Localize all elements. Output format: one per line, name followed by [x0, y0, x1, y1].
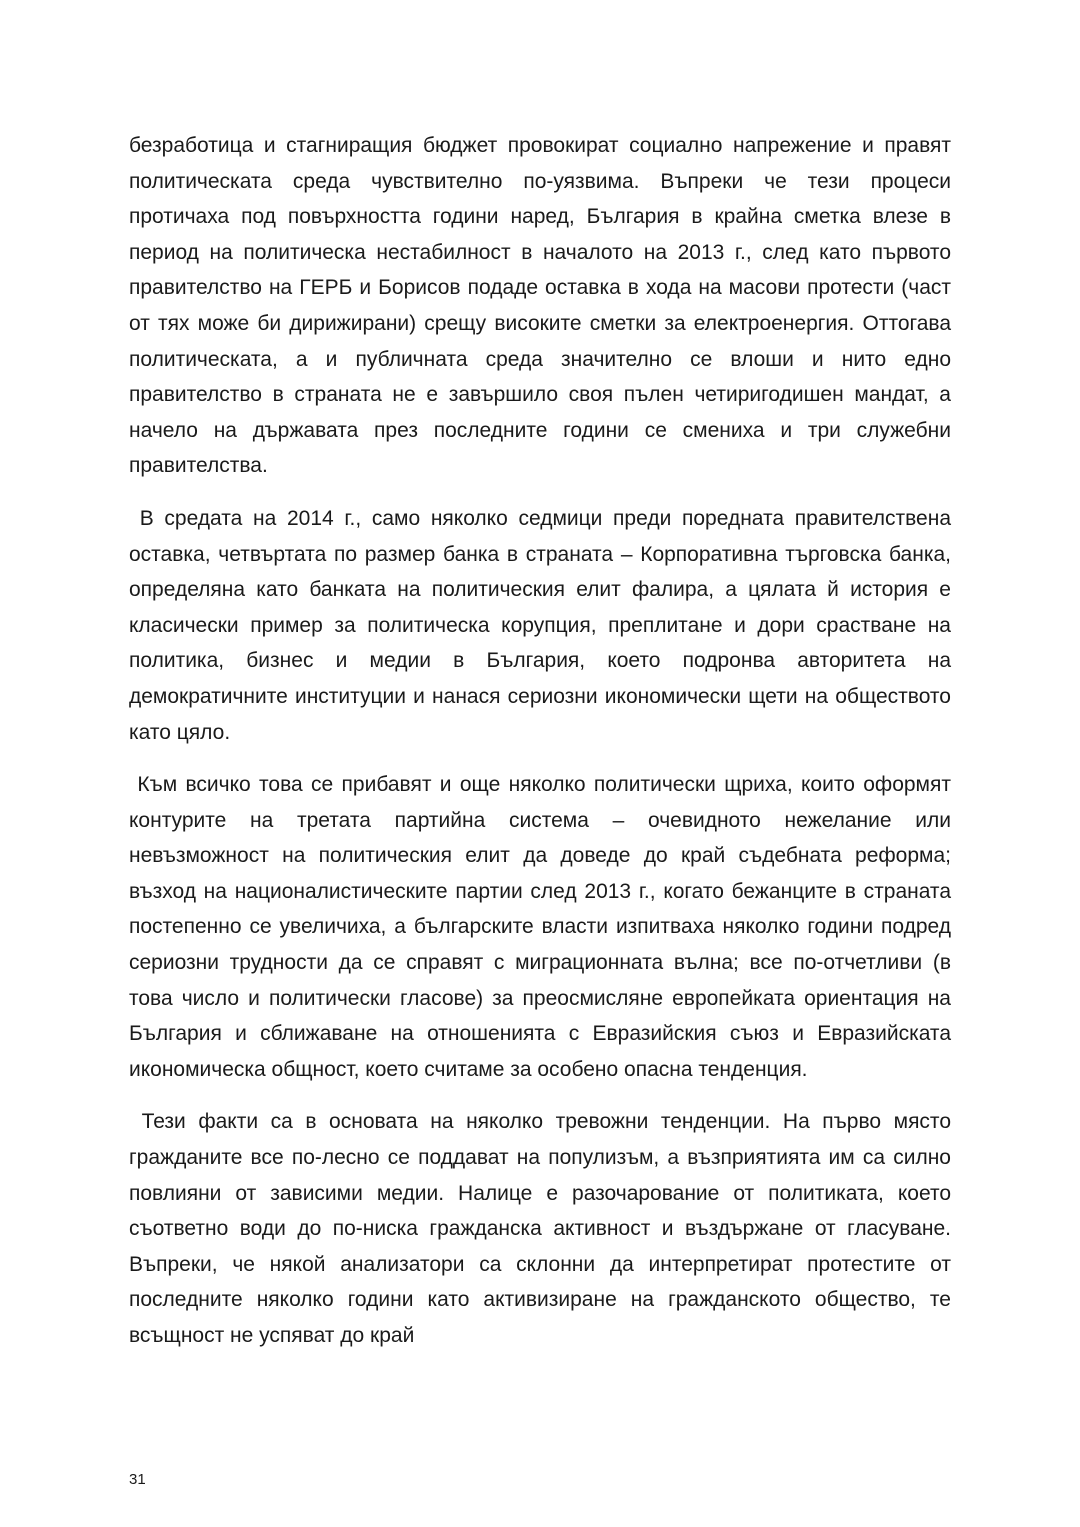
paragraph-4: Тези факти са в основата на няколко тревожни тенденции. На първо място гражданите все по-лесно се поддават на популизъм, а възприятията им са силно повлияни от зависими медии. Налице е разочарование от политиката, което съответно води до по-ниска гражданска активност и въздържане от гласуване. Въпреки, че някой анализатори са склонни да интерпретират протестите от последните няколко години като активизиране на гражданското общество, те всъщност не успяват до край: [129, 1110, 957, 1347]
paragraph-2: В средата на 2014 г., само няколко седмици преди поредната правителствена оставка, четвъртата по размер банка в страната – Корпоративна търговска банка, определяна като банката на политическия елит фалира, а цялата й история е класически пример за политическа корупция, преплитане и дори срастване на политика, бизнес и медии в България, което подронва авторитета на демократичните институции и нанася сериозни икономически щети на обществото като цяло.: [129, 506, 957, 744]
paragraph-1: безработица и стагниращия бюджет провокират социално напрежение и правят политическата среда чувствително по-уязвима. Въпреки че тези процеси протичаха под повърхността години наред, България в крайна сметка влезе в период на политическа нестабилност в началото на 2013 г., след като първото правителство на ГЕРБ и Борисов подаде оставка в хода на масови протести (част от тях може би дирижирани) срещу високите сметки за електроенергия. Оттогава политическата, а и публичната среда значително се влоши и нито едно правителство в страната не е завършило своя пълен четиригодишен мандат, а начело на държавата през последните години се смениха и три служебни правителства.: [129, 134, 957, 478]
body-text: [129, 128, 963, 1371]
paragraph-3: Към всичко това се прибавят и още няколко политически щриха, които оформят контурите на третата партийна система – очевидното нежелание или невъзможност на политическия елит да доведе до край съдебната реформа; възход на националистическите партии след 2013 г., когато бежанците в страната постепенно се увеличиха, а българските власти изпитваха няколко години подред сериозни трудности да се справят с миграционната вълна; все по-отчетливи (в това число и политически гласове) за преосмисляне европейката ориентация на България и сближаване на отношенията с Евразийския съюз и Евразийската икономическа общност, което считаме за особено опасна тенденция.: [129, 773, 963, 1081]
page-number: 31: [129, 1471, 146, 1488]
